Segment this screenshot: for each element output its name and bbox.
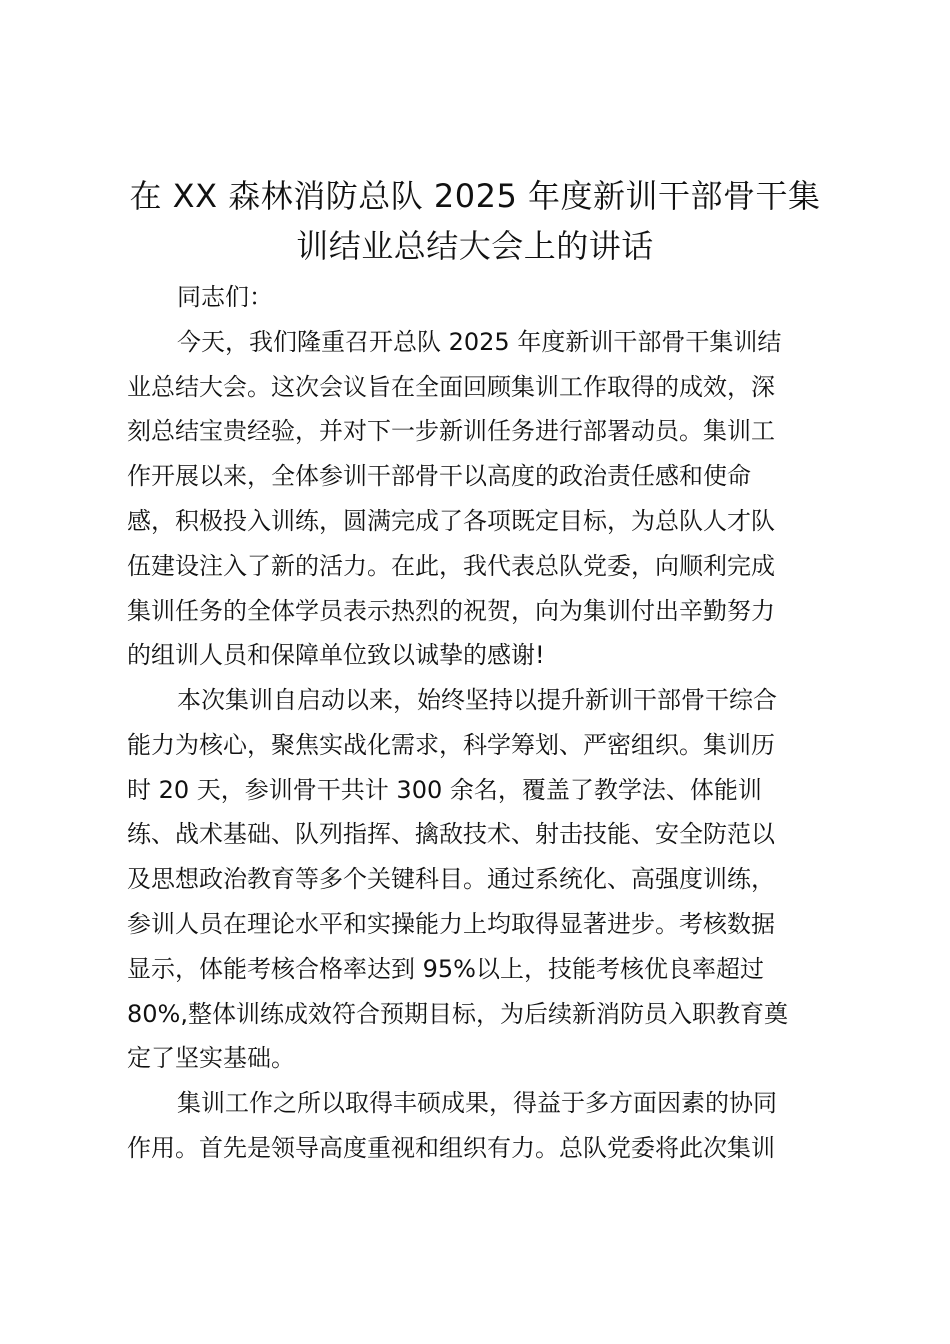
paragraph-2-line-3: 时 20 天，参训骨干共计 300 余名，覆盖了教学法、体能训 (127, 776, 762, 804)
document-title-line-2: 训结业总结大会上的讲话 (296, 227, 654, 265)
paragraph-2-line-1: 本次集训自启动以来，始终坚持以提升新训干部骨干综合 (177, 686, 777, 714)
paragraph-1-line-6: 伍建设注入了新的活力。在此，我代表总队党委，向顺利完成 (127, 552, 775, 580)
paragraph-1-line-8: 的组训人员和保障单位致以诚挚的感谢! (127, 641, 545, 669)
paragraph-2-line-6: 参训人员在理论水平和实操能力上均取得显著进步。考核数据 (127, 910, 775, 938)
salutation: 同志们： (177, 283, 273, 311)
paragraph-2-line-9: 定了坚实基础。 (127, 1044, 295, 1072)
paragraph-2-line-5: 及思想政治教育等多个关键科目。通过系统化、高强度训练， (127, 865, 775, 893)
paragraph-1-line-5: 感，积极投入训练，圆满完成了各项既定目标，为总队人才队 (127, 507, 775, 535)
paragraph-2-line-7: 显示，体能考核合格率达到 95%以上，技能考核优良率超过 (127, 955, 764, 983)
document-title-line-1: 在 XX 森林消防总队 2025 年度新训干部骨干集 (129, 177, 821, 215)
paragraph-2-line-2: 能力为核心，聚焦实战化需求，科学筹划、严密组织。集训历 (127, 731, 775, 759)
paragraph-2-line-8: 80%,整体训练成效符合预期目标，为后续新消防员入职教育奠 (127, 1000, 788, 1028)
paragraph-3-line-2: 作用。首先是领导高度重视和组织有力。总队党委将此次集训 (127, 1134, 775, 1162)
paragraph-1-line-2: 业总结大会。这次会议旨在全面回顾集训工作取得的成效，深 (127, 373, 775, 401)
paragraph-1-line-4: 作开展以来，全体参训干部骨干以高度的政治责任感和使命 (127, 462, 751, 490)
paragraph-1-line-7: 集训任务的全体学员表示热烈的祝贺，向为集训付出辛勤努力 (127, 597, 775, 625)
paragraph-3-line-1: 集训工作之所以取得丰硕成果，得益于多方面因素的协同 (177, 1089, 777, 1117)
paragraph-1-line-3: 刻总结宝贵经验，并对下一步新训任务进行部署动员。集训工 (127, 417, 775, 445)
paragraph-2-line-4: 练、战术基础、队列指挥、擒敌技术、射击技能、安全防范以 (127, 820, 775, 848)
paragraph-1-line-1: 今天，我们隆重召开总队 2025 年度新训干部骨干集训结 (177, 328, 782, 356)
